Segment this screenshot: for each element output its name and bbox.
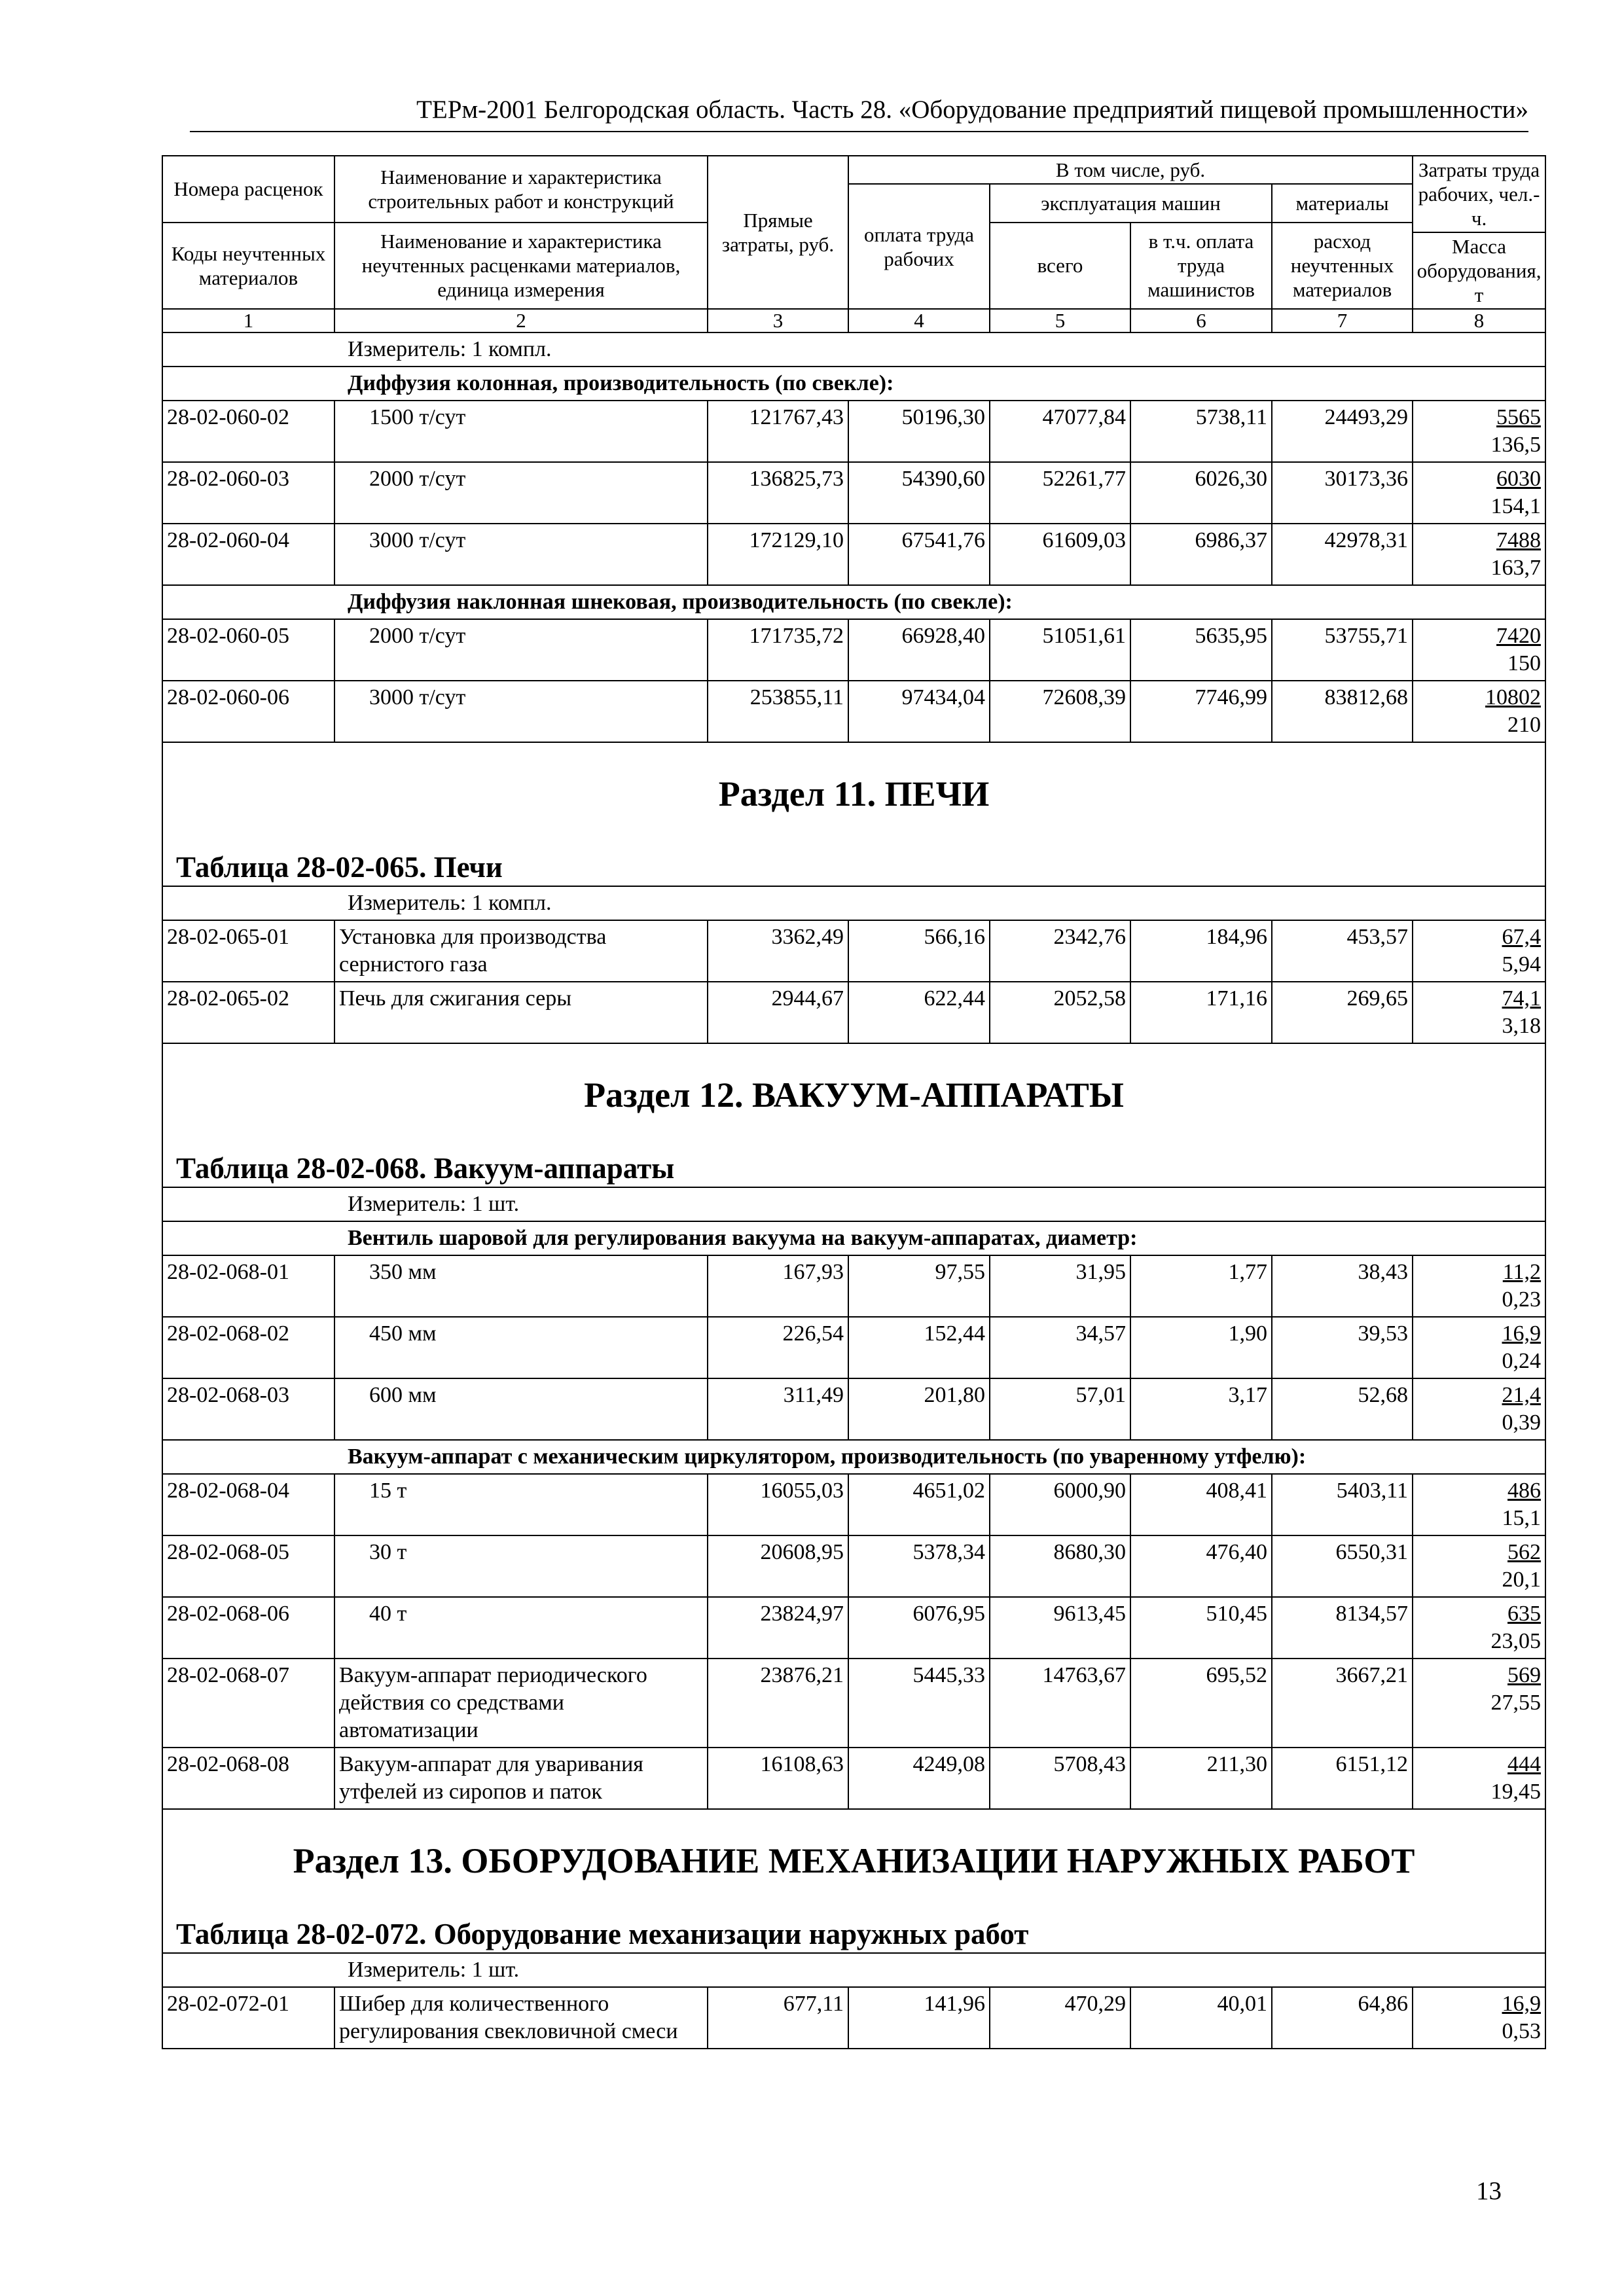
operator-wages: 1,77	[1130, 1255, 1272, 1317]
rates-table	[162, 155, 1546, 2049]
equipment-mass: 154,1	[1490, 494, 1542, 518]
operator-wages: 695,52	[1130, 1659, 1272, 1748]
labor-mass-cell	[1413, 1597, 1545, 1659]
labor-mass-cell	[1413, 920, 1545, 982]
direct-costs: 16055,03	[708, 1474, 848, 1535]
rate-code: 28-02-060-05	[162, 619, 334, 681]
machine-total: 5708,43	[990, 1748, 1130, 1809]
operator-wages: 476,40	[1130, 1535, 1272, 1597]
col-number: 2	[334, 309, 708, 332]
col-header-labor-costs: Затраты труда рабочих, чел.-ч.	[1413, 156, 1545, 232]
operator-wages: 7746,99	[1130, 681, 1272, 742]
operator-wages: 184,96	[1130, 920, 1272, 982]
equipment-mass: 0,23	[1502, 1287, 1542, 1312]
labor-mass-cell	[1413, 401, 1545, 462]
col-header-materials: материалы	[1272, 184, 1413, 223]
equipment-mass: 163,7	[1490, 556, 1542, 580]
worker-wages: 67541,76	[848, 524, 990, 585]
equipment-mass: 0,24	[1502, 1349, 1542, 1373]
section-title: Раздел 13. ОБОРУДОВАНИЕ МЕХАНИЗАЦИИ НАРУЖНЫХ РАБОТ	[293, 1841, 1415, 1880]
material-costs: 83812,68	[1272, 681, 1413, 742]
labor-costs: 16,9	[1502, 1321, 1542, 1346]
table-row	[162, 1659, 1545, 1748]
operator-wages: 5738,11	[1130, 401, 1272, 462]
labor-mass-cell	[1413, 1748, 1545, 1809]
direct-costs: 121767,43	[708, 401, 848, 462]
worker-wages: 97434,04	[848, 681, 990, 742]
machine-total: 31,95	[990, 1255, 1130, 1317]
material-costs: 3667,21	[1272, 1659, 1413, 1748]
machine-total: 470,29	[990, 1987, 1130, 2049]
item-name: 600 мм	[334, 1378, 708, 1440]
labor-costs: 444	[1507, 1752, 1542, 1776]
meter-label: Измеритель: 1 компл.	[162, 886, 1545, 920]
material-costs: 5403,11	[1272, 1474, 1413, 1535]
worker-wages: 5378,34	[848, 1535, 990, 1597]
machine-total: 2052,58	[990, 982, 1130, 1043]
worker-wages: 50196,30	[848, 401, 990, 462]
operator-wages: 171,16	[1130, 982, 1272, 1043]
equipment-mass: 27,55	[1490, 1691, 1542, 1715]
col-header-work-name: Наименование и характеристика строительных работ и конструкций	[334, 156, 708, 223]
labor-costs: 7420	[1496, 624, 1542, 648]
col-number: 6	[1130, 309, 1272, 332]
item-name: Печь для сжигания серы	[334, 982, 708, 1043]
table-title: Таблица 28-02-068. Вакуум-аппараты	[176, 1152, 675, 1185]
direct-costs: 172129,10	[708, 524, 848, 585]
table-row	[162, 1987, 1545, 2049]
machine-total: 14763,67	[990, 1659, 1130, 1748]
table-row	[162, 982, 1545, 1043]
direct-costs: 677,11	[708, 1987, 848, 2049]
col-header-material-name: Наименование и характеристика неучтенных расценками материалов, единица измерения	[334, 223, 708, 310]
machine-total: 57,01	[990, 1378, 1130, 1440]
operator-wages: 6026,30	[1130, 462, 1272, 524]
rate-code: 28-02-060-03	[162, 462, 334, 524]
direct-costs: 20608,95	[708, 1535, 848, 1597]
col-number: 5	[990, 309, 1130, 332]
table-row	[162, 1378, 1545, 1440]
labor-costs: 5565	[1496, 405, 1542, 429]
labor-mass-cell	[1413, 524, 1545, 585]
direct-costs: 253855,11	[708, 681, 848, 742]
col-header-worker-wages: оплата труда рабочих	[848, 184, 990, 309]
worker-wages: 4249,08	[848, 1748, 990, 1809]
item-name: 15 т	[334, 1474, 708, 1535]
group-heading: Вакуум-аппарат с механическим циркулятором, производительность (по уваренному утфелю):	[162, 1440, 1545, 1474]
operator-wages: 510,45	[1130, 1597, 1272, 1659]
worker-wages: 5445,33	[848, 1659, 990, 1748]
rate-code: 28-02-068-07	[162, 1659, 334, 1748]
col-number: 7	[1272, 309, 1413, 332]
col-number: 4	[848, 309, 990, 332]
item-name: Вакуум-аппарат для уваривания утфелей из сиропов и паток	[334, 1748, 708, 1809]
operator-wages: 40,01	[1130, 1987, 1272, 2049]
material-costs: 42978,31	[1272, 524, 1413, 585]
rate-code: 28-02-068-01	[162, 1255, 334, 1317]
labor-costs: 67,4	[1502, 925, 1542, 949]
machine-total: 2342,76	[990, 920, 1130, 982]
worker-wages: 4651,02	[848, 1474, 990, 1535]
col-number: 8	[1413, 309, 1545, 332]
rate-code: 28-02-068-04	[162, 1474, 334, 1535]
operator-wages: 6986,37	[1130, 524, 1272, 585]
item-name: 2000 т/сут	[334, 462, 708, 524]
rate-code: 28-02-068-03	[162, 1378, 334, 1440]
machine-total: 6000,90	[990, 1474, 1130, 1535]
labor-mass-cell	[1413, 619, 1545, 681]
labor-costs: 74,1	[1502, 986, 1542, 1011]
labor-costs: 7488	[1496, 528, 1542, 552]
machine-total: 47077,84	[990, 401, 1130, 462]
material-costs: 53755,71	[1272, 619, 1413, 681]
group-heading: Диффузия наклонная шнековая, производительность (по свекле):	[162, 585, 1545, 619]
rate-code: 28-02-068-08	[162, 1748, 334, 1809]
col-header-rate-numbers: Номера расценок	[162, 156, 334, 223]
material-costs: 39,53	[1272, 1317, 1413, 1378]
item-name: 3000 т/сут	[334, 524, 708, 585]
material-costs: 30173,36	[1272, 462, 1413, 524]
table-title: Таблица 28-02-065. Печи	[176, 851, 503, 884]
operator-wages: 3,17	[1130, 1378, 1272, 1440]
material-costs: 52,68	[1272, 1378, 1413, 1440]
table-row	[162, 619, 1545, 681]
operator-wages: 211,30	[1130, 1748, 1272, 1809]
direct-costs: 2944,67	[708, 982, 848, 1043]
worker-wages: 622,44	[848, 982, 990, 1043]
material-costs: 269,65	[1272, 982, 1413, 1043]
material-costs: 64,86	[1272, 1987, 1413, 2049]
labor-mass-cell	[1413, 1474, 1545, 1535]
worker-wages: 566,16	[848, 920, 990, 982]
col-header-machine-operation: эксплуатация машин	[990, 184, 1272, 223]
table-row	[162, 1474, 1545, 1535]
rate-code: 28-02-068-02	[162, 1317, 334, 1378]
material-costs: 6550,31	[1272, 1535, 1413, 1597]
labor-costs: 11,2	[1502, 1260, 1542, 1284]
section-title: Раздел 11. ПЕЧИ	[718, 774, 990, 814]
machine-total: 9613,45	[990, 1597, 1130, 1659]
table-row	[162, 1748, 1545, 1809]
labor-mass-cell	[1413, 1378, 1545, 1440]
meter-label: Измеритель: 1 шт.	[162, 1187, 1545, 1221]
rate-code: 28-02-060-02	[162, 401, 334, 462]
labor-costs: 486	[1507, 1479, 1542, 1503]
rate-code: 28-02-065-02	[162, 982, 334, 1043]
labor-costs: 16,9	[1502, 1992, 1542, 2016]
worker-wages: 97,55	[848, 1255, 990, 1317]
page-header: ТЕРм-2001 Белгородская область. Часть 28. «Оборудование предприятий пищевой промышленности»	[190, 95, 1528, 132]
col-header-direct-costs: Прямые затраты, руб.	[708, 156, 848, 309]
worker-wages: 6076,95	[848, 1597, 990, 1659]
machine-total: 61609,03	[990, 524, 1130, 585]
col-number: 3	[708, 309, 848, 332]
worker-wages: 201,80	[848, 1378, 990, 1440]
equipment-mass: 3,18	[1502, 1014, 1542, 1038]
col-header-equipment-mass: Масса оборудования, т	[1413, 232, 1545, 309]
rate-code: 28-02-065-01	[162, 920, 334, 982]
direct-costs: 3362,49	[708, 920, 848, 982]
labor-costs: 21,4	[1502, 1383, 1542, 1407]
direct-costs: 23876,21	[708, 1659, 848, 1748]
direct-costs: 136825,73	[708, 462, 848, 524]
labor-mass-cell	[1413, 681, 1545, 742]
item-name: 350 мм	[334, 1255, 708, 1317]
meter-label: Измеритель: 1 компл.	[162, 332, 1545, 367]
equipment-mass: 5,94	[1502, 952, 1542, 977]
table-row	[162, 1597, 1545, 1659]
machine-total: 52261,77	[990, 462, 1130, 524]
col-header-machine-total: всего	[990, 223, 1130, 310]
rate-code: 28-02-060-04	[162, 524, 334, 585]
machine-total: 34,57	[990, 1317, 1130, 1378]
labor-costs: 10802	[1485, 685, 1542, 709]
machine-total: 51051,61	[990, 619, 1130, 681]
col-header-material-codes: Коды неучтенных материалов	[162, 223, 334, 310]
page-number: 13	[1476, 2177, 1502, 2205]
material-costs: 38,43	[1272, 1255, 1413, 1317]
labor-mass-cell	[1413, 462, 1545, 524]
table-row	[162, 920, 1545, 982]
table-row	[162, 681, 1545, 742]
rate-code: 28-02-072-01	[162, 1987, 334, 2049]
rate-code: 28-02-068-05	[162, 1535, 334, 1597]
worker-wages: 66928,40	[848, 619, 990, 681]
item-name: 40 т	[334, 1597, 708, 1659]
item-name: Установка для производства сернистого газа	[334, 920, 708, 982]
meter-label: Измеритель: 1 шт.	[162, 1953, 1545, 1987]
item-name: Шибер для количественного регулирования свекловичной смеси	[334, 1987, 708, 2049]
section-title: Раздел 12. ВАКУУМ-АППАРАТЫ	[584, 1075, 1124, 1115]
table-row	[162, 462, 1545, 524]
labor-costs: 562	[1507, 1540, 1542, 1564]
operator-wages: 408,41	[1130, 1474, 1272, 1535]
item-name: Вакуум-аппарат периодического действия со средствами автоматизации	[334, 1659, 708, 1748]
col-header-operator-wages: в т.ч. оплата труда машинистов	[1130, 223, 1272, 310]
group-heading: Вентиль шаровой для регулирования вакуума на вакуум-аппаратах, диаметр:	[162, 1221, 1545, 1255]
material-costs: 453,57	[1272, 920, 1413, 982]
equipment-mass: 136,5	[1490, 433, 1542, 457]
group-heading: Диффузия колонная, производительность (по свекле):	[162, 367, 1545, 401]
equipment-mass: 15,1	[1502, 1506, 1542, 1530]
labor-mass-cell	[1413, 1535, 1545, 1597]
labor-mass-cell	[1413, 1987, 1545, 2049]
equipment-mass: 19,45	[1490, 1780, 1542, 1804]
labor-costs: 635	[1507, 1602, 1542, 1626]
direct-costs: 226,54	[708, 1317, 848, 1378]
equipment-mass: 20,1	[1502, 1568, 1542, 1592]
labor-mass-cell	[1413, 1317, 1545, 1378]
table-row	[162, 524, 1545, 585]
table-row	[162, 1255, 1545, 1317]
worker-wages: 152,44	[848, 1317, 990, 1378]
table-row	[162, 1535, 1545, 1597]
equipment-mass: 0,39	[1502, 1410, 1542, 1435]
item-name: 450 мм	[334, 1317, 708, 1378]
col-header-including: В том числе, руб.	[848, 156, 1413, 184]
operator-wages: 1,90	[1130, 1317, 1272, 1378]
direct-costs: 171735,72	[708, 619, 848, 681]
table-row	[162, 1317, 1545, 1378]
worker-wages: 141,96	[848, 1987, 990, 2049]
col-header-material-consumption: расход неучтенных материалов	[1272, 223, 1413, 310]
equipment-mass: 23,05	[1490, 1629, 1542, 1653]
rate-code: 28-02-060-06	[162, 681, 334, 742]
item-name: 3000 т/сут	[334, 681, 708, 742]
direct-costs: 23824,97	[708, 1597, 848, 1659]
direct-costs: 16108,63	[708, 1748, 848, 1809]
material-costs: 8134,57	[1272, 1597, 1413, 1659]
operator-wages: 5635,95	[1130, 619, 1272, 681]
labor-mass-cell	[1413, 982, 1545, 1043]
col-number: 1	[162, 309, 334, 332]
machine-total: 72608,39	[990, 681, 1130, 742]
labor-costs: 6030	[1496, 467, 1542, 491]
table-title: Таблица 28-02-072. Оборудование механизации наружных работ	[176, 1918, 1029, 1950]
labor-mass-cell	[1413, 1255, 1545, 1317]
labor-mass-cell	[1413, 1659, 1545, 1748]
table-row	[162, 401, 1545, 462]
worker-wages: 54390,60	[848, 462, 990, 524]
rate-code: 28-02-068-06	[162, 1597, 334, 1659]
equipment-mass: 0,53	[1502, 2019, 1542, 2043]
equipment-mass: 210	[1507, 713, 1542, 737]
material-costs: 6151,12	[1272, 1748, 1413, 1809]
material-costs: 24493,29	[1272, 401, 1413, 462]
item-name: 1500 т/сут	[334, 401, 708, 462]
equipment-mass: 150	[1507, 651, 1542, 675]
labor-costs: 569	[1507, 1663, 1542, 1687]
item-name: 2000 т/сут	[334, 619, 708, 681]
machine-total: 8680,30	[990, 1535, 1130, 1597]
direct-costs: 311,49	[708, 1378, 848, 1440]
direct-costs: 167,93	[708, 1255, 848, 1317]
item-name: 30 т	[334, 1535, 708, 1597]
